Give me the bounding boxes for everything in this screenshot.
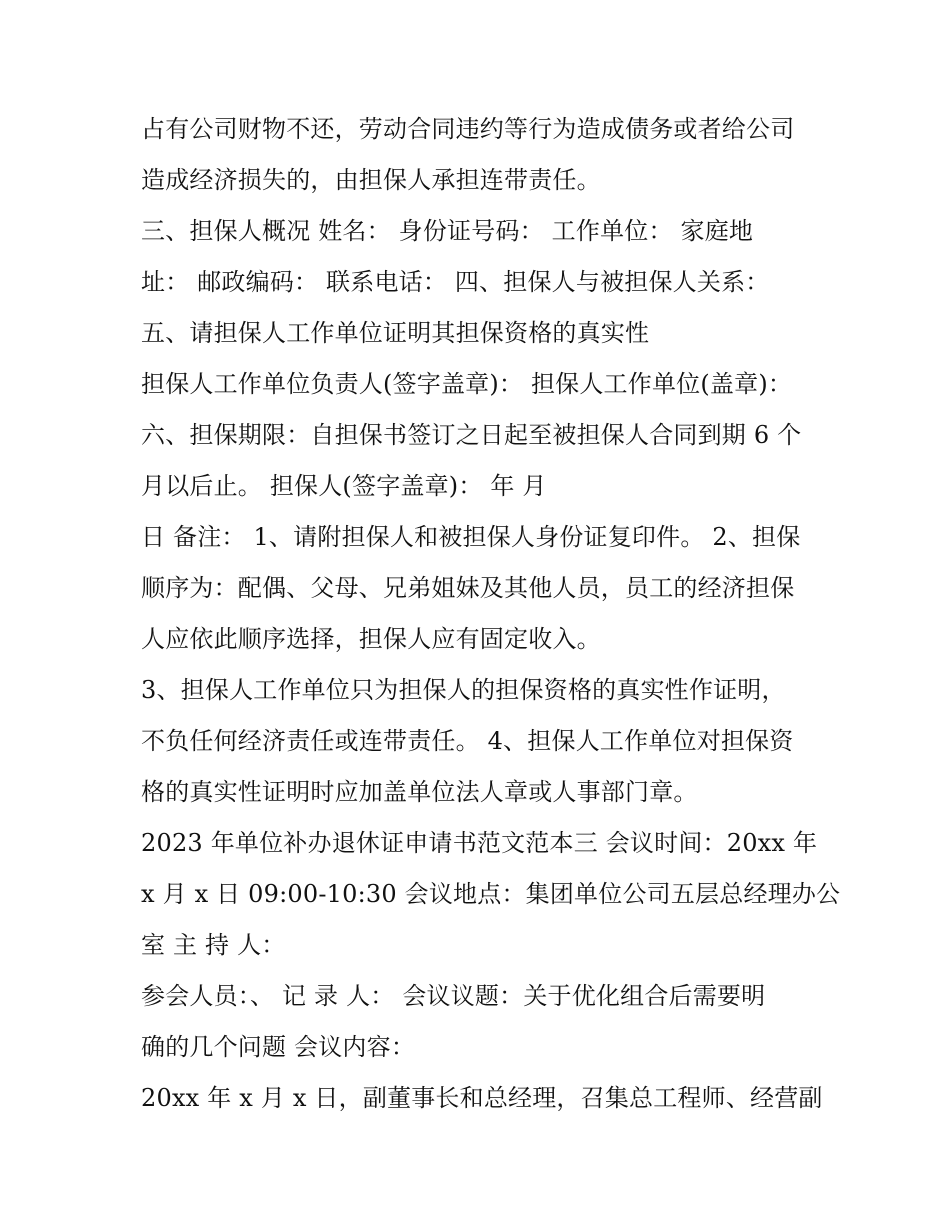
text-line: 址： 邮政编码： 联系电话： 四、担保人与被担保人关系： [141,268,770,296]
document-body [141,108,841,1128]
text-line: 六、担保期限：自担保书签订之日起至被担保人合同到期 6 个 [141,421,802,449]
text-line: 占有公司财物不还，劳动合同违约等行为造成债务或者给公司 [141,115,795,143]
text-line: 格的真实性证明时应加盖单位法人章或人事部门章。 [141,778,698,806]
text-line: 人应依此顺序选择，担保人应有固定收入。 [141,625,601,653]
text-line: 确的几个问题 会议内容： [141,1033,416,1061]
text-line: 不负任何经济责任或连带责任。 4、担保人工作单位对担保资 [141,727,794,755]
text-line: 日 备注： 1、请附担保人和被担保人身份证复印件。 2、担保 [141,523,801,551]
text-line: 月以后止。 担保人(签字盖章)： 年 月 [141,472,547,500]
text-line: 顺序为：配偶、父母、兄弟姐妹及其他人员，员工的经济担保 [141,574,795,602]
text-line: 参会人员：、 记 录 人： 会议议题：关于优化组合后需要明 [141,982,766,1010]
text-line: 五、请担保人工作单位证明其担保资格的真实性 [141,319,650,347]
text-line: 室 主 持 人： [141,931,286,959]
text-line: 2023 年单位补办退休证申请书范文范本三 会议时间：20xx 年 [141,829,818,857]
text-line: 3、担保人工作单位只为担保人的担保资格的真实性作证明， [141,676,786,704]
text-line: x 月 x 日 09:00-10:30 会议地点：集团单位公司五层总经理办公 [141,880,841,908]
text-line: 造成经济损失的，由担保人承担连带责任。 [141,166,601,194]
text-line: 20xx 年 x 月 x 日，副董事长和总经理，召集总工程师、经营副 [141,1084,823,1112]
text-line: 担保人工作单位负责人(签字盖章)： 担保人工作单位(盖章)： [141,370,793,398]
text-line: 三、担保人概况 姓名： 身份证号码： 工作单位： 家庭地 [141,217,754,245]
